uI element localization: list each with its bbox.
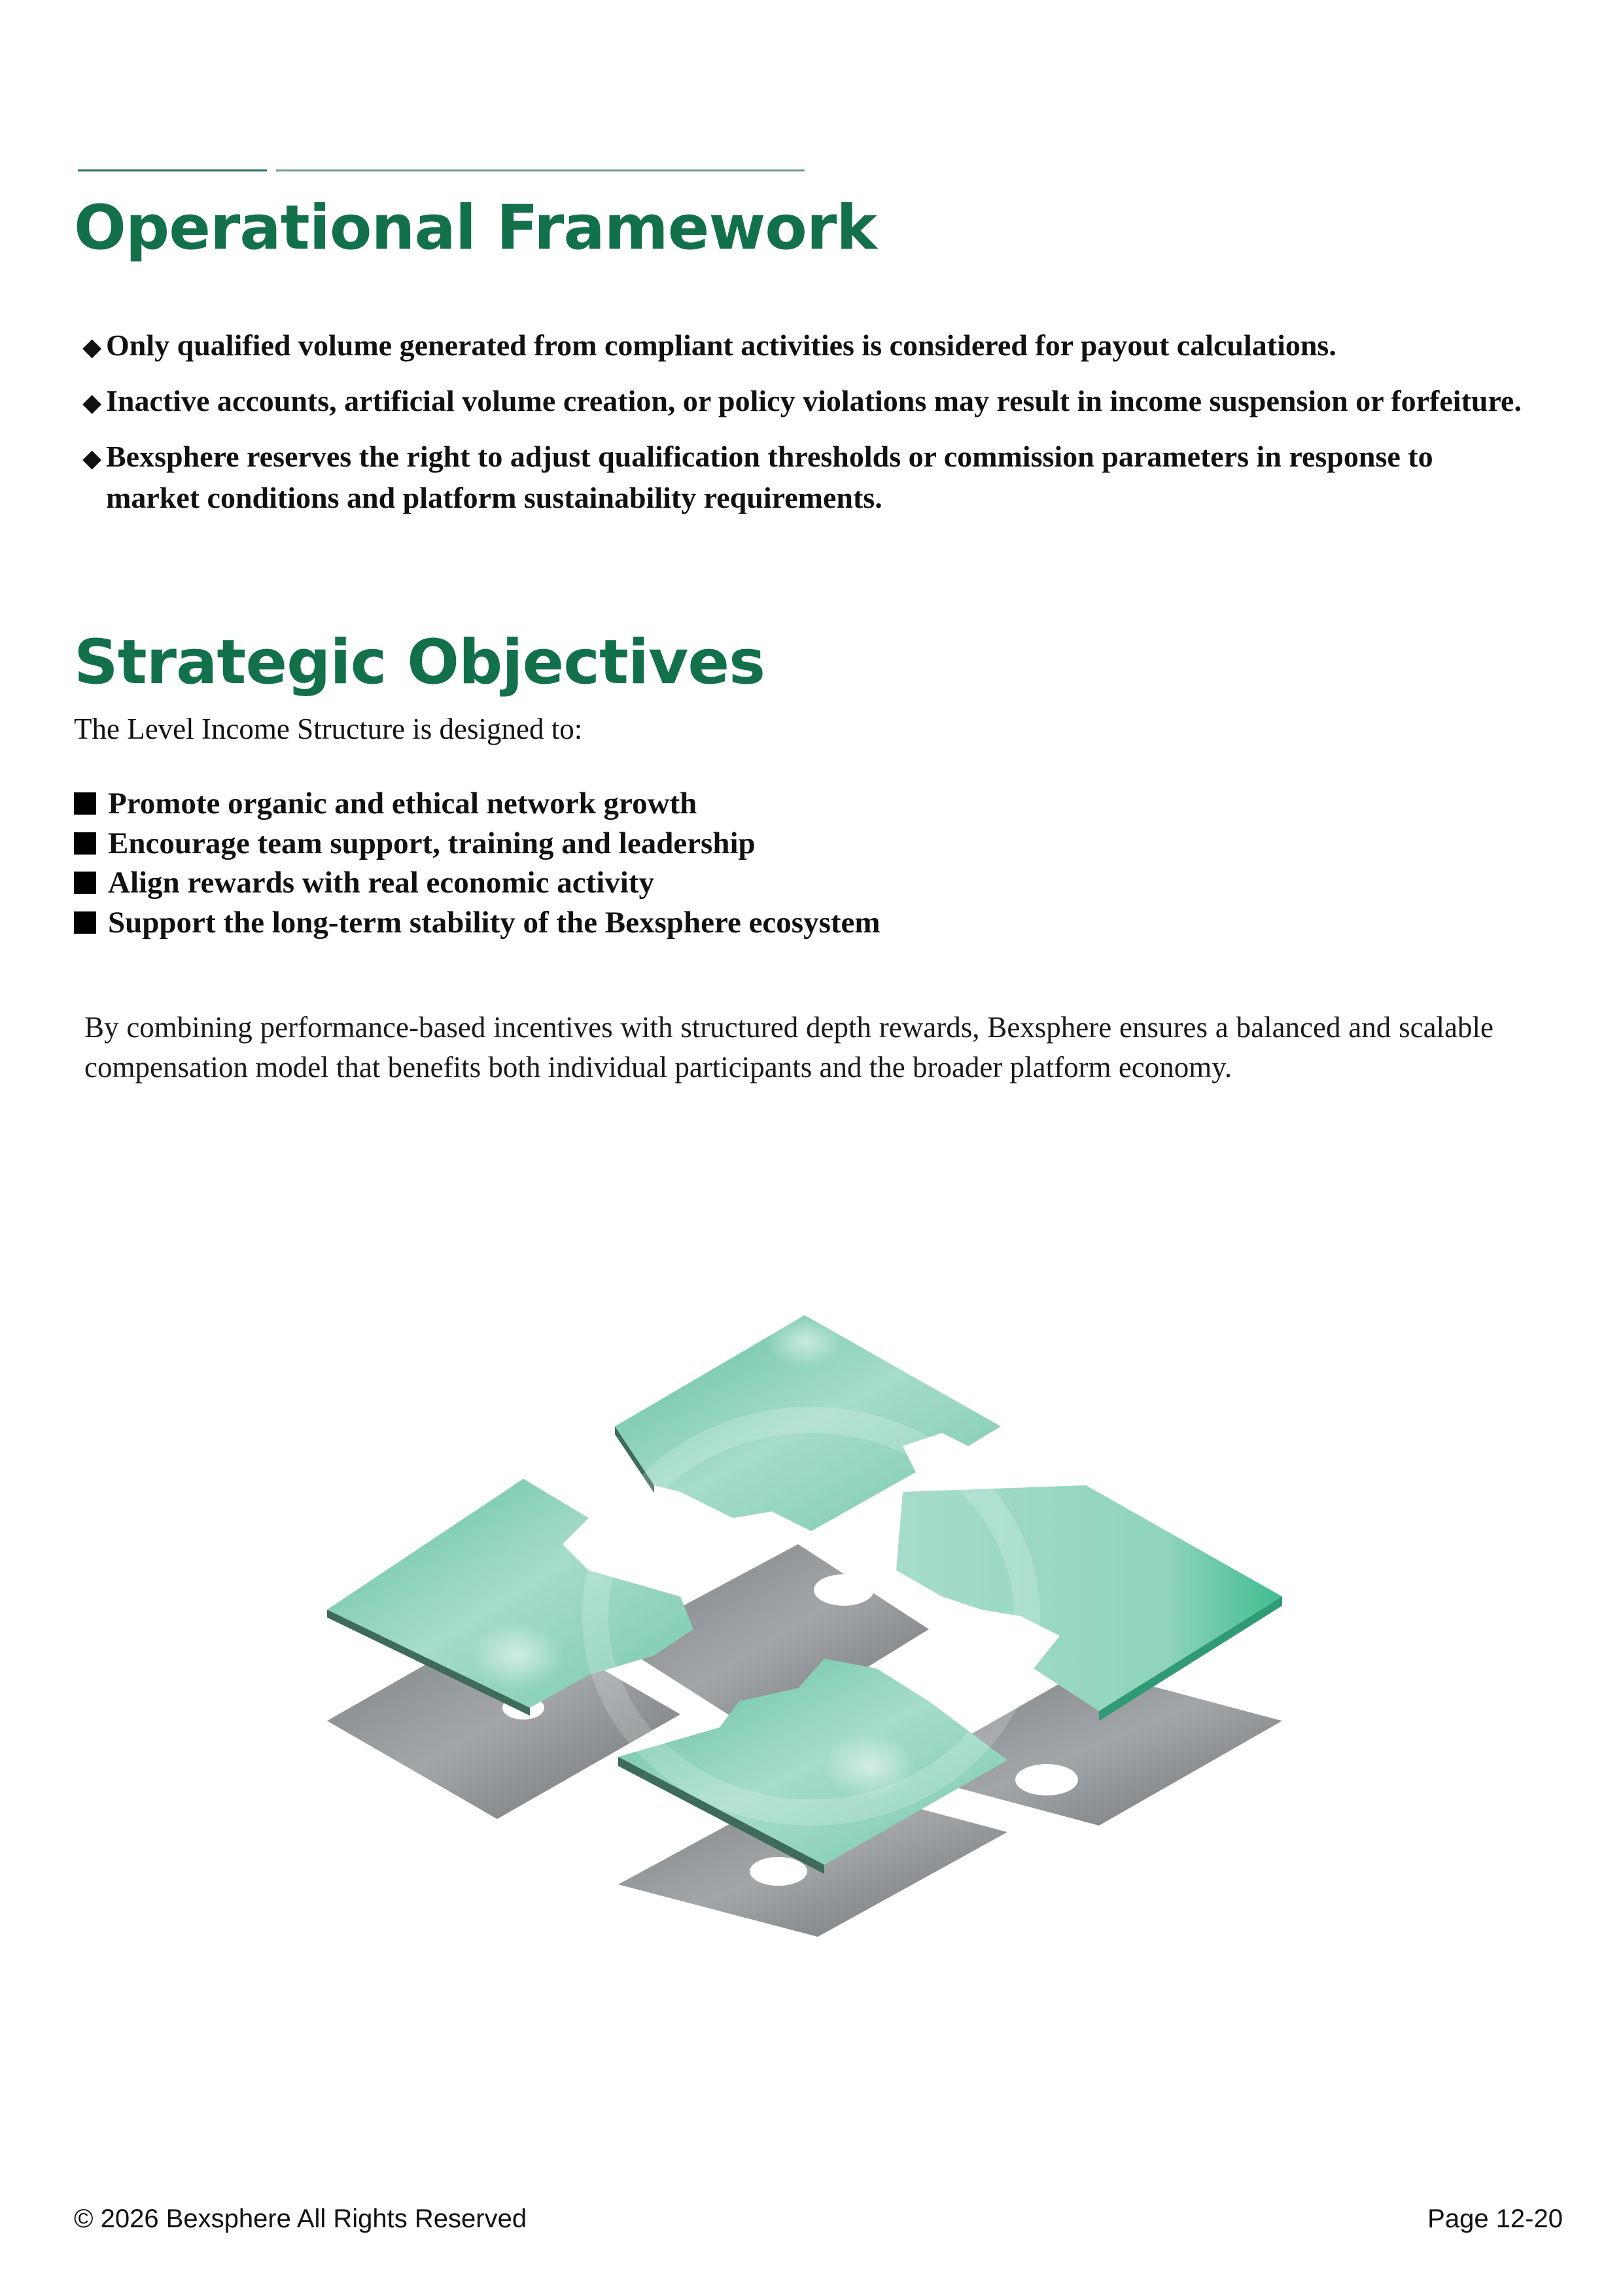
summary-paragraph: By combining performance-based incentives with structured depth rewards, Bexsphere ensures a balanced and scalable compensation model that benefits both individual participants and the broader platform economy.	[84, 1011, 1493, 1084]
teal-piece-right	[896, 1485, 1282, 1711]
square-bullet-icon	[74, 832, 96, 855]
operational-bullet: ◆ Inactive accounts, artificial volume creation, or policy violations may result in income suspension or forfeiture.	[82, 381, 1522, 423]
diamond-bullet-icon: ◆	[82, 334, 102, 361]
objective-item: Support the long-term stability of the Bexsphere ecosystem	[74, 903, 881, 943]
objective-item: Encourage team support, training and leadership	[74, 824, 881, 864]
footer-copyright: © 2026 Bexsphere All Rights Reserved	[74, 2204, 527, 2233]
objectives-list	[74, 784, 881, 942]
square-bullet-icon	[74, 792, 96, 815]
strategic-objectives-heading: Strategic Objectives	[74, 627, 765, 698]
light-glare	[765, 1315, 844, 1368]
header-rule-short	[78, 169, 267, 171]
operational-bullet: ◆ Bexsphere reserves the right to adjust qualification thresholds or commission parameters in response to market conditions and platform sustainability requirements.	[82, 440, 1433, 514]
objective-item: Promote organic and ethical network growth	[74, 784, 881, 824]
diamond-bullet-icon: ◆	[82, 389, 102, 417]
header-rule-long	[276, 169, 805, 171]
shadow-knob-cutout	[750, 1857, 807, 1886]
diamond-bullet-icon: ◆	[82, 445, 102, 472]
shadow-knob-cutout	[1015, 1764, 1078, 1795]
light-glare	[471, 1623, 563, 1688]
operational-framework-heading: Operational Framework	[74, 192, 877, 264]
puzzle-illustration	[314, 1302, 1321, 2035]
operational-bullet-list	[82, 326, 1522, 532]
square-bullet-icon	[74, 911, 96, 934]
footer-page-number: Page 12-20	[1427, 2204, 1563, 2233]
shadow-knob-cutout	[814, 1574, 874, 1606]
operational-bullet: ◆ Only qualified volume generated from compliant activities is considered for payout calculations.	[82, 326, 1522, 367]
square-bullet-icon	[74, 872, 96, 894]
objective-item: Align rewards with real economic activity	[74, 863, 881, 903]
objectives-intro: The Level Income Structure is designed to:	[74, 713, 583, 745]
